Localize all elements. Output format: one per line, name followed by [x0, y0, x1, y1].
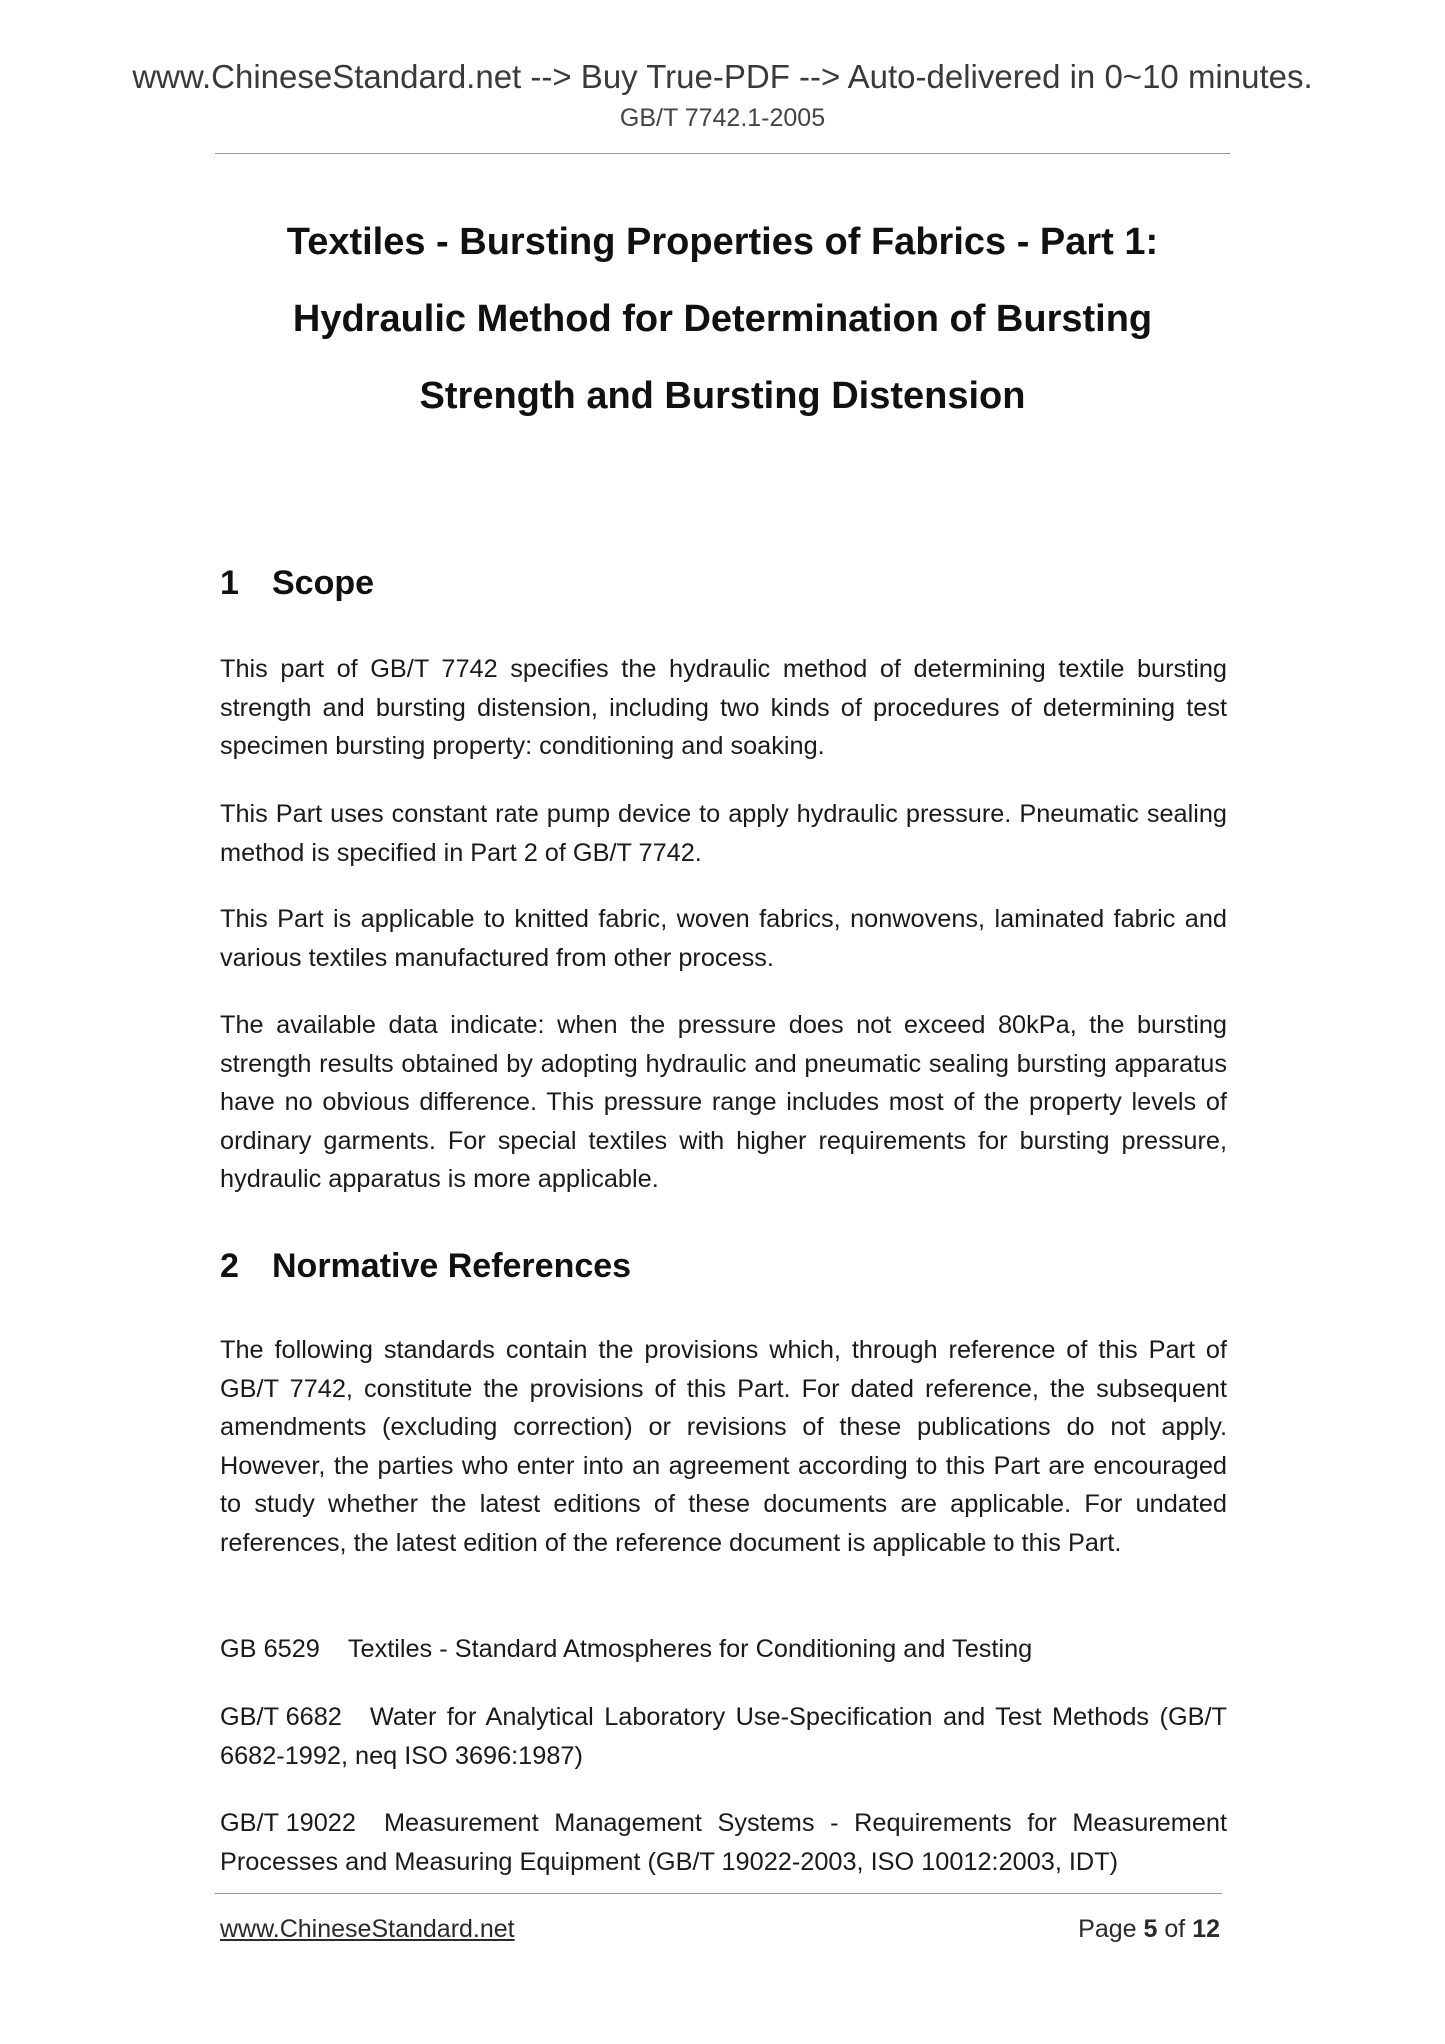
- title-line-3: Strength and Bursting Distension: [419, 375, 1026, 417]
- reference-code: GB/T 19022: [220, 1809, 356, 1837]
- scope-paragraph-3: This Part is applicable to knitted fabric, woven fabrics, nonwovens, laminated fabric and various textiles manufactured from other process.: [220, 905, 1227, 972]
- references-intro-paragraph: The following standards contain the provisions which, through reference of this Part of GB/T 7742, constitute the provisions of this Part. For dated reference, the subsequent amendments (excluding correction) or revisions of these publications do not apply. However, the parties who enter into an agreement according to this Part are encouraged to study whether the latest editions of these documents are applicable. For undated references, the latest edition of the reference document is applicable to this Part.: [220, 1336, 1227, 1557]
- section-number: 2: [220, 1247, 239, 1285]
- section-title: Scope: [272, 564, 375, 602]
- page-label: Page: [1078, 1915, 1137, 1943]
- section-heading-normative-references: [220, 1246, 631, 1286]
- reference-item: [220, 1698, 1227, 1775]
- title-line-1: Textiles - Bursting Properties of Fabrics - Part 1:: [286, 221, 1159, 263]
- footer-website-link[interactable]: www.ChineseStandard.net: [220, 1915, 515, 1943]
- reference-title: Measurement Management Systems - Requirements for Measurement Processes and Measuring Equipment (GB/T 19022-2003, ISO 10012:2003, IDT): [220, 1809, 1227, 1876]
- reference-code: GB 6529: [220, 1635, 320, 1663]
- reference-title: Textiles - Standard Atmospheres for Conditioning and Testing: [347, 1635, 1033, 1663]
- header-divider: [215, 153, 1230, 154]
- section-title: Normative References: [272, 1247, 632, 1285]
- document-title: [150, 204, 1295, 435]
- title-line-2: Hydraulic Method for Determination of Bursting: [292, 298, 1153, 340]
- reference-item: [220, 1804, 1227, 1881]
- reference-title: Water for Analytical Laboratory Use-Specification and Test Methods (GB/T 6682-1992, neq ISO 3696:1987): [220, 1703, 1227, 1770]
- reference-item: [220, 1630, 1227, 1669]
- page-total: 12: [1192, 1915, 1220, 1943]
- header-standard-code: GB/T 7742.1-2005: [619, 104, 826, 132]
- scope-paragraph-1: This part of GB/T 7742 specifies the hydraulic method of determining textile bursting strength and bursting distension, including two kinds of procedures of determining test specimen bursting property: conditioning and soaking.: [220, 655, 1227, 760]
- scope-paragraph-4: The available data indicate: when the pressure does not exceed 80kPa, the bursting strength results obtained by adopting hydraulic and pneumatic sealing bursting apparatus have no obvious difference. This pressure range includes most of the property levels of ordinary garments. For special textiles with higher requirements for bursting pressure, hydraulic apparatus is more applicable.: [220, 1011, 1227, 1193]
- scope-paragraph-2: This Part uses constant rate pump device to apply hydraulic pressure. Pneumatic sealing method is specified in Part 2 of GB/T 7742.: [220, 800, 1227, 867]
- page-current: 5: [1143, 1915, 1158, 1943]
- footer-divider: [215, 1893, 1222, 1894]
- reference-code: GB/T 6682: [220, 1703, 342, 1731]
- page-indicator: [1078, 1914, 1220, 1944]
- header-promo-line: www.ChineseStandard.net --> Buy True-PDF --> Auto-delivered in 0~10 minutes.: [132, 58, 1313, 95]
- page-of: of: [1164, 1915, 1186, 1943]
- section-heading-scope: [220, 563, 374, 603]
- section-number: 1: [220, 564, 239, 602]
